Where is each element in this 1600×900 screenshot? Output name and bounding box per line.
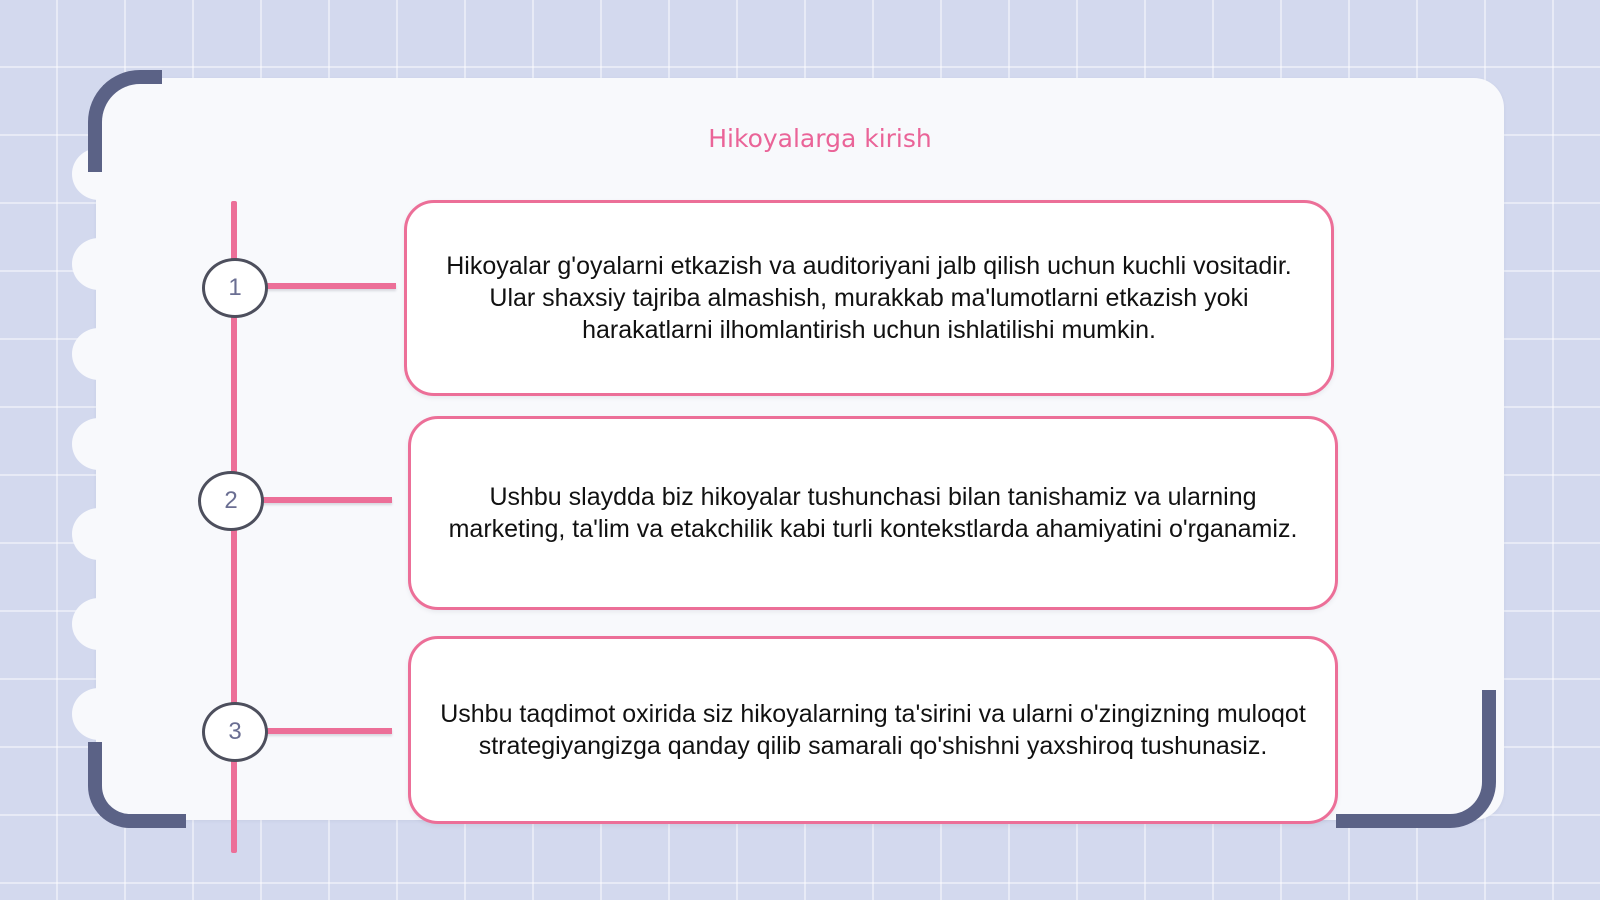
paper-scallop [72,688,126,740]
step-3-number: 3 [202,702,268,762]
corner-bracket-top-left [88,70,162,172]
corner-bracket-bottom-left [88,742,186,828]
paper-scallop [72,418,126,470]
step-1-number: 1 [202,258,268,318]
step-2-connector [262,497,392,503]
step-2-card [408,416,1338,610]
paper-scallop [72,328,126,380]
paper-scallop [72,238,126,290]
corner-bracket-bottom-right [1336,690,1496,828]
step-2-text: Ushbu slaydda biz hikoyalar tushunchasi bilan tanishamiz va ularning marketing, ta'lim va etakchilik kabi turli kontekstlarda ahamiyatini o'rganamiz. [448,483,1298,543]
step-1-connector [266,283,396,289]
slide-title: Hikoyalarga kirish [708,124,932,153]
step-2-number: 2 [198,471,264,531]
paper-scallop [72,598,126,650]
paper-scallop [72,508,126,560]
step-3-card [408,636,1338,824]
step-1-text: Hikoyalar g'oyalarni etkazish va auditoriyani jalb qilish uchun kuchli vositadir. Ular shaxsiy tajriba almashish, murakkab ma'lumotlarni etkazish yoki harakatlarni ilhomlantirish uchun ishlatilishi mumkin. [446,252,1292,344]
step-3-text: Ushbu taqdimot oxirida siz hikoyalarning ta'sirini va ularni o'zingizning muloqot strategiyangizga qanday qilib samarali qo'shishni yaxshiroq tushunasiz. [440,700,1306,760]
step-1-card [404,200,1334,396]
step-3-connector [266,728,392,734]
